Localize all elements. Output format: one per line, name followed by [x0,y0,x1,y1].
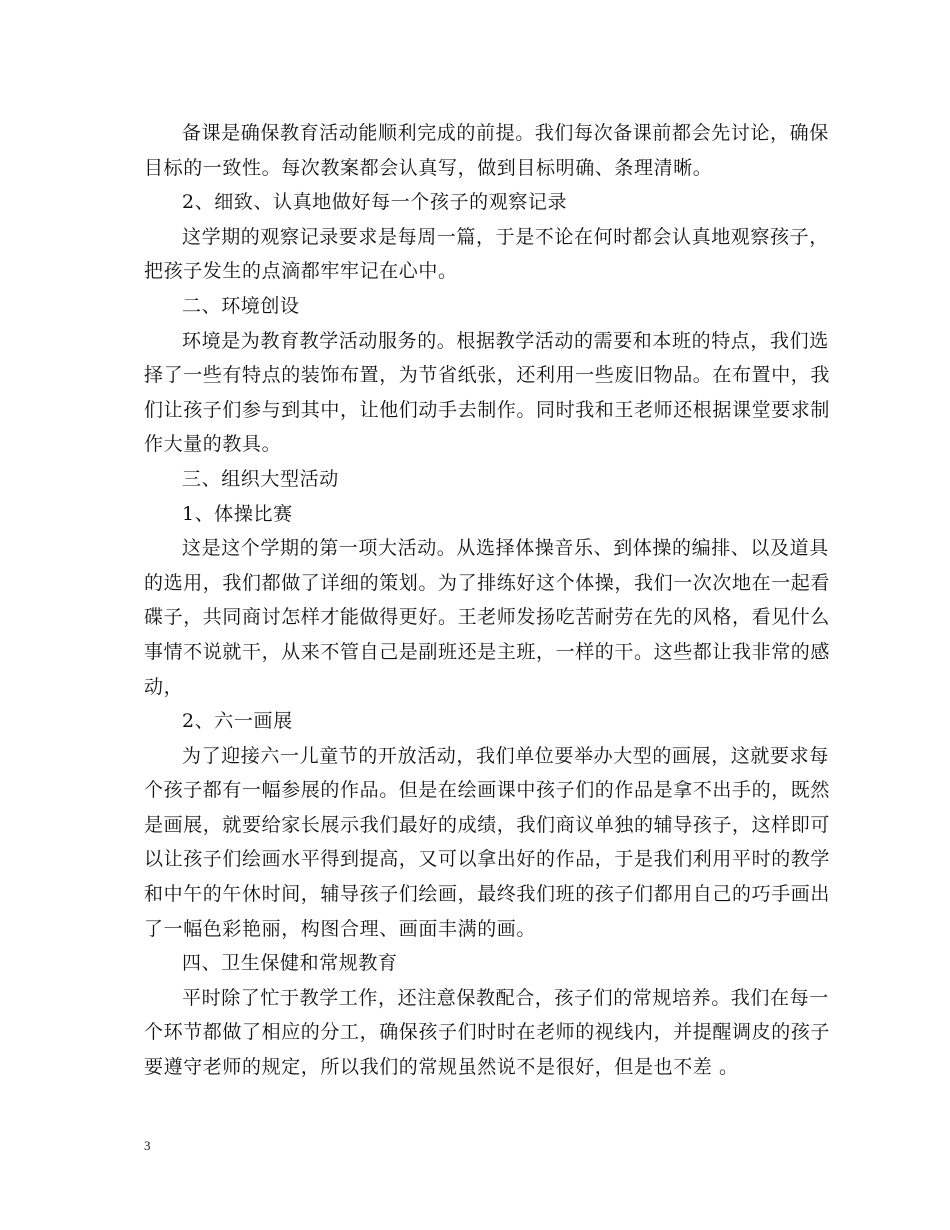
text-line: 动， [144,675,184,698]
text-line: 碟子，共同商讨怎样才能做得更好。王老师发扬吃苦耐劳在先的风格，看见什么 [144,606,831,629]
text-line: 平时除了忙于教学工作，还注意保教配合，孩子们的常规培养。我们在每一 [182,986,829,1009]
page-number: 3 [144,1138,151,1153]
text-line: 的选用，我们都做了详细的策划。为了排练好这个体操，我们一次次地在一起看 [144,571,831,594]
text-line: 和中午的午休时间，辅导孩子们绘画，最终我们班的孩子们都用自己的巧手画出 [144,883,831,906]
text-line: 把孩子发生的点滴都牢牢记在心中。 [144,260,458,283]
text-line: 个环节都做了相应的分工，确保孩子们时时在老师的视线内，并提醒调皮的孩子 [144,1021,831,1044]
text-line: 以让孩子们绘画水平得到提高，又可以拿出好的作品，于是我们利用平时的教学 [144,848,831,871]
text-line: 们让孩子们参与到其中，让他们动手去制作。同时我和王老师还根据课堂要求制 [144,398,831,421]
section-heading: 2、细致、认真地做好每一个孩子的观察记录 [182,191,568,214]
text-line: 环境是为教育教学活动服务的。根据教学活动的需要和本班的特点，我们选 [182,329,829,352]
text-line: 目标的一致性。每次教案都会认真写，做到目标明确、条理清晰。 [144,156,713,179]
text-line: 事情不说就干，从来不管自己是副班还是主班，一样的干。这些都让我非常的感 [144,640,831,663]
document-body [144,116,831,1085]
text-line: 要遵守老师的规定，所以我们的常规虽然说不是很好，但是也不差 。 [144,1056,739,1079]
text-line: 了一幅色彩艳丽，构图合理、画面丰满的画。 [144,917,537,940]
text-line: 这是这个学期的第一项大活动。从选择体操音乐、到体操的编排、以及道具 [182,537,829,560]
text-line: 备课是确保教育活动能顺利完成的前提。我们每次备课前都会先讨论，确保 [182,122,829,144]
section-heading: 三、组织大型活动 [182,467,339,490]
text-line: 择了一些有特点的装饰布置，为节省纸张，还利用一些废旧物品。在布置中，我 [144,364,831,387]
section-heading: 四、卫生保健和常规教育 [182,952,398,975]
text-line: 个孩子都有一幅参展的作品。但是在绘画课中孩子们的作品是拿不出手的，既然 [144,779,831,802]
text-line: 作大量的教具。 [144,433,282,456]
text-line: 为了迎接六一儿童节的开放活动，我们单位要举办大型的画展，这就要求每 [182,744,829,767]
text-line: 是画展，就要给家长展示我们最好的成绩，我们商议单独的辅导孩子，这样即可 [144,813,831,836]
section-heading: 二、环境创设 [182,294,300,317]
section-heading: 1、体操比赛 [182,502,293,525]
text-line: 这学期的观察记录要求是每周一篇，于是不论在何时都会认真地观察孩子， [182,225,829,248]
section-heading: 2、六一画展 [182,710,293,733]
